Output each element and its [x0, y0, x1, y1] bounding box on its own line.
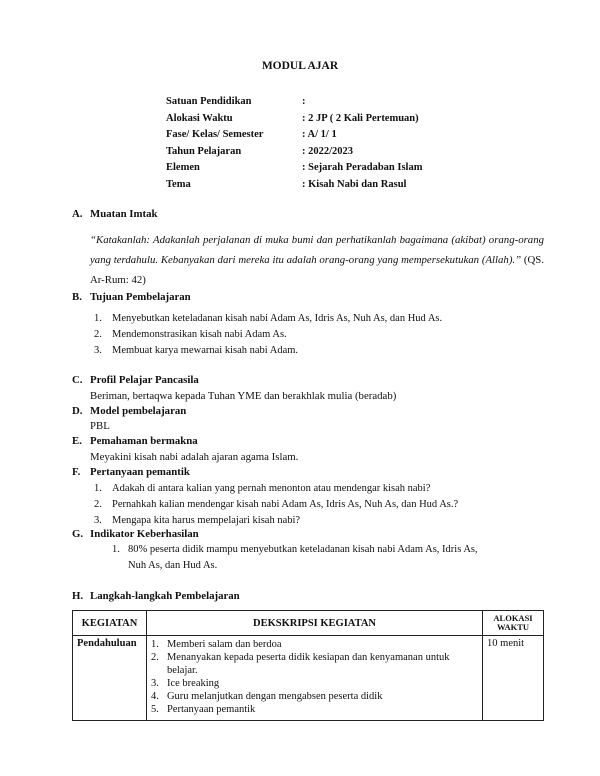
indicator-line: [108, 542, 538, 558]
section-letter: D.: [72, 405, 83, 417]
identity-row: [166, 177, 422, 194]
section-letter: E.: [72, 435, 82, 447]
list-text: Guru melanjutkan dengan mengabsen peserta didik: [166, 691, 383, 702]
header-alokasi-line1: ALOKASI: [493, 613, 533, 623]
identity-label: Alokasi Waktu: [166, 112, 233, 124]
list-item: [90, 327, 442, 343]
identity-value: : 2022/2023: [302, 145, 354, 157]
section-letter: F.: [72, 466, 81, 478]
meaning-text: Meyakini kisah nabi adalah ajaran agama Islam.: [90, 451, 299, 463]
quote-text: “Katakanlah: Adakanlah perjalanan di muka bumi dan perhatikanlah bagaimana (akibat) orang-orang yang terdahulu. Kebanyakan dari mereka itu adalah orang-orang yang mempersekutukan (Allah).”: [90, 234, 544, 266]
list-text: Menanyakan kepada peserta didik kesiapan dan kenyamanan untuk belajar.: [166, 652, 450, 676]
list-item: [151, 677, 478, 690]
identity-label: Tema: [166, 178, 191, 190]
section-title: Tujuan Pembelajaran: [90, 291, 191, 303]
list-number: 2.: [94, 499, 102, 510]
list-text: Mengapa kita harus mempelajari kisah nabi?: [112, 515, 301, 526]
list-item: [90, 481, 458, 497]
profile-text: Beriman, bertaqwa kepada Tuhan YME dan berakhlak mulia (beradab): [90, 390, 397, 402]
section-title: Indikator Keberhasilan: [90, 528, 199, 540]
indicator-text: 80% peserta didik mampu menyebutkan keteladanan kisah nabi Adam As, Idris As,: [128, 544, 478, 555]
section-f-heading: [72, 466, 190, 478]
cell-kegiatan: Pendahuluan: [73, 636, 147, 721]
section-g-heading: [72, 528, 199, 540]
list-text: Pernahkah kalian mendengar kisah nabi Adam As, Idris As, Nuh As, dan Hud As.?: [112, 499, 459, 510]
cell-waktu: 10 menit: [483, 636, 544, 721]
list-text: Menyebutkan keteladanan kisah nabi Adam As, Idris As, Nuh As, dan Hud As.: [112, 313, 443, 324]
section-title: Muatan Imtak: [90, 208, 158, 220]
list-item: [90, 311, 442, 327]
identity-label: Elemen: [166, 162, 200, 173]
section-d-heading: [72, 405, 186, 417]
activity-table: [72, 610, 544, 721]
identity-value: :: [302, 96, 306, 107]
section-b-heading: [72, 291, 191, 303]
list-number: 1.: [112, 544, 120, 555]
success-indicator: [108, 542, 538, 574]
cell-deskripsi: [146, 636, 482, 721]
model-text: PBL: [90, 420, 110, 432]
list-number: 1.: [94, 313, 102, 324]
section-letter: G.: [72, 528, 84, 540]
header-alokasi: [483, 611, 544, 636]
identity-value: : A/ 1/ 1: [302, 129, 337, 140]
activity-steps-list: [151, 638, 478, 716]
list-number: 4.: [150, 691, 159, 702]
list-item: [90, 497, 458, 513]
list-item: [151, 703, 478, 716]
identity-row: [166, 144, 422, 161]
identity-row: [166, 160, 422, 177]
indicator-line-continued: Nuh As, dan Hud As.: [128, 560, 218, 571]
list-item: [151, 651, 478, 677]
identity-value: : Kisah Nabi dan Rasul: [302, 178, 407, 190]
identity-label: Satuan Pendidikan: [166, 96, 252, 107]
identity-label: Tahun Pelajaran: [166, 145, 242, 157]
list-number: 1.: [150, 639, 159, 650]
section-a-heading: [72, 208, 158, 220]
identity-row: [166, 111, 422, 128]
section-title: Profil Pelajar Pancasila: [90, 374, 199, 386]
list-item: [90, 513, 458, 529]
identity-value: : 2 JP ( 2 Kali Pertemuan): [302, 112, 419, 124]
list-text: Mendemonstrasikan kisah nabi Adam As.: [112, 329, 287, 340]
section-letter: B.: [72, 291, 82, 303]
section-title: Pemahaman bermakna: [90, 435, 198, 447]
list-number: 5.: [150, 704, 159, 715]
list-number: 2.: [150, 652, 159, 663]
list-item: [90, 343, 442, 359]
identity-table: [166, 94, 422, 193]
table-header-row: [73, 611, 544, 636]
section-e-heading: [72, 435, 198, 447]
section-letter: H.: [72, 590, 84, 602]
section-c-heading: [72, 374, 199, 386]
identity-value: : Sejarah Peradaban Islam: [302, 162, 423, 173]
section-h-heading: [72, 590, 240, 602]
list-item: [151, 690, 478, 703]
list-text: Ice breaking: [166, 678, 220, 689]
section-letter: A.: [72, 208, 83, 220]
header-kegiatan: KEGIATAN: [73, 611, 147, 636]
learning-goals-list: [90, 311, 442, 359]
list-item: [151, 638, 478, 651]
list-number: 3.: [94, 515, 102, 526]
section-title: Langkah-langkah Pembelajaran: [90, 590, 240, 602]
section-title: Model pembelajaran: [90, 405, 187, 417]
imtak-quote: [90, 230, 544, 290]
identity-row: [166, 127, 422, 144]
list-text: Membuat karya mewarnai kisah nabi Adam.: [112, 345, 299, 356]
list-number: 1.: [94, 483, 102, 494]
list-number: 3.: [150, 678, 159, 689]
section-title: Pertanyaan pemantik: [90, 466, 190, 478]
list-text: Memberi salam dan berdoa: [166, 639, 282, 650]
header-deskripsi: DEKSKRIPSI KEGIATAN: [146, 611, 482, 636]
identity-label: Fase/ Kelas/ Semester: [166, 129, 264, 140]
trigger-questions-list: [90, 481, 458, 529]
header-alokasi-line2: WAKTU: [496, 622, 530, 632]
document-title: MODUL AJAR: [261, 60, 339, 72]
identity-row: [166, 94, 422, 111]
list-number: 3.: [94, 345, 102, 356]
quote-source: (QS. Ar-Rum: 42): [90, 254, 545, 286]
list-number: 2.: [94, 329, 102, 340]
section-letter: C.: [72, 374, 83, 386]
table-row: [73, 636, 544, 721]
list-text: Adakah di antara kalian yang pernah menonton atau mendengar kisah nabi?: [112, 483, 431, 494]
list-text: Pertanyaan pemantik: [166, 704, 256, 715]
